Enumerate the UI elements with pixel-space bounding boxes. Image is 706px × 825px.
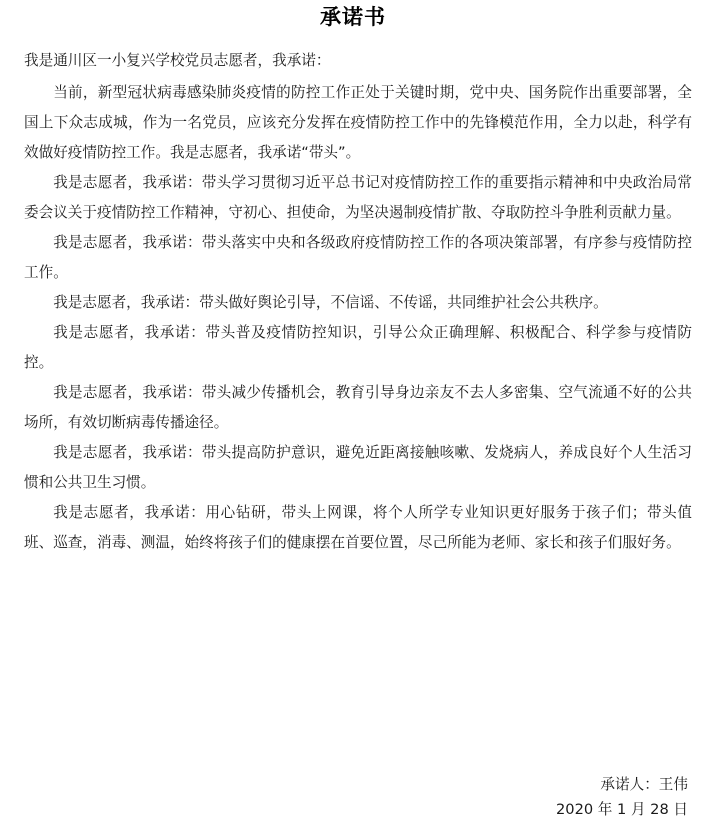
paragraph-pledge-study: 我是志愿者，我承诺：带头学习贯彻习近平总书记对疫情防控工作的重要指示精神和中央政治局常委会议关于疫情防控工作精神，守初心、担使命，为坚决遏制疫情扩散、夺取防控斗争胜利贡献力量。 [24, 174, 692, 221]
signature-date: 2020 年 1 月 28 日 [556, 801, 688, 818]
paragraph-pledge-implement: 我是志愿者，我承诺：带头落实中央和各级政府疫情防控工作的各项决策部署，有序参与疫情防控工作。 [24, 234, 692, 281]
document-body [24, 46, 692, 558]
intro-line: 我是通川区一小复兴学校党员志愿者，我承诺： [24, 52, 331, 69]
paragraph-pledge-public-opinion: 我是志愿者，我承诺：带头做好舆论引导，不信谣、不传谣，共同维护社会公共秩序。 [53, 294, 608, 311]
signature-block [556, 772, 688, 822]
signer-name: 承诺人：王伟 [600, 776, 688, 793]
paragraph-pledge-protection: 我是志愿者，我承诺：带头提高防护意识，避免近距离接触咳嗽、发烧病人，养成良好个人生活习惯和公共卫生习惯。 [24, 444, 692, 491]
document-title: 承诺书 [320, 4, 386, 29]
paragraph-context: 当前，新型冠状病毒感染肺炎疫情的防控工作正处于关键时期，党中央、国务院作出重要部署，全国上下众志成城，作为一名党员，应该充分发挥在疫情防控工作中的先锋模范作用，全力以赴，科学有效做好疫情防控工作。我是志愿者，我承诺“带头”。 [24, 84, 692, 161]
paragraph-pledge-knowledge: 我是志愿者，我承诺：带头普及疫情防控知识，引导公众正确理解、积极配合、科学参与疫情防控。 [24, 324, 692, 371]
paragraph-pledge-teaching: 我是志愿者，我承诺：用心钻研，带头上网课，将个人所学专业知识更好服务于孩子们；带头值班、巡查，消毒、测温，始终将孩子们的健康摆在首要位置，尽己所能为老师、家长和孩子们服好务。 [24, 504, 692, 551]
paragraph-pledge-reduce-spread: 我是志愿者，我承诺：带头减少传播机会，教育引导身边亲友不去人多密集、空气流通不好的公共场所，有效切断病毒传播途径。 [24, 384, 692, 431]
